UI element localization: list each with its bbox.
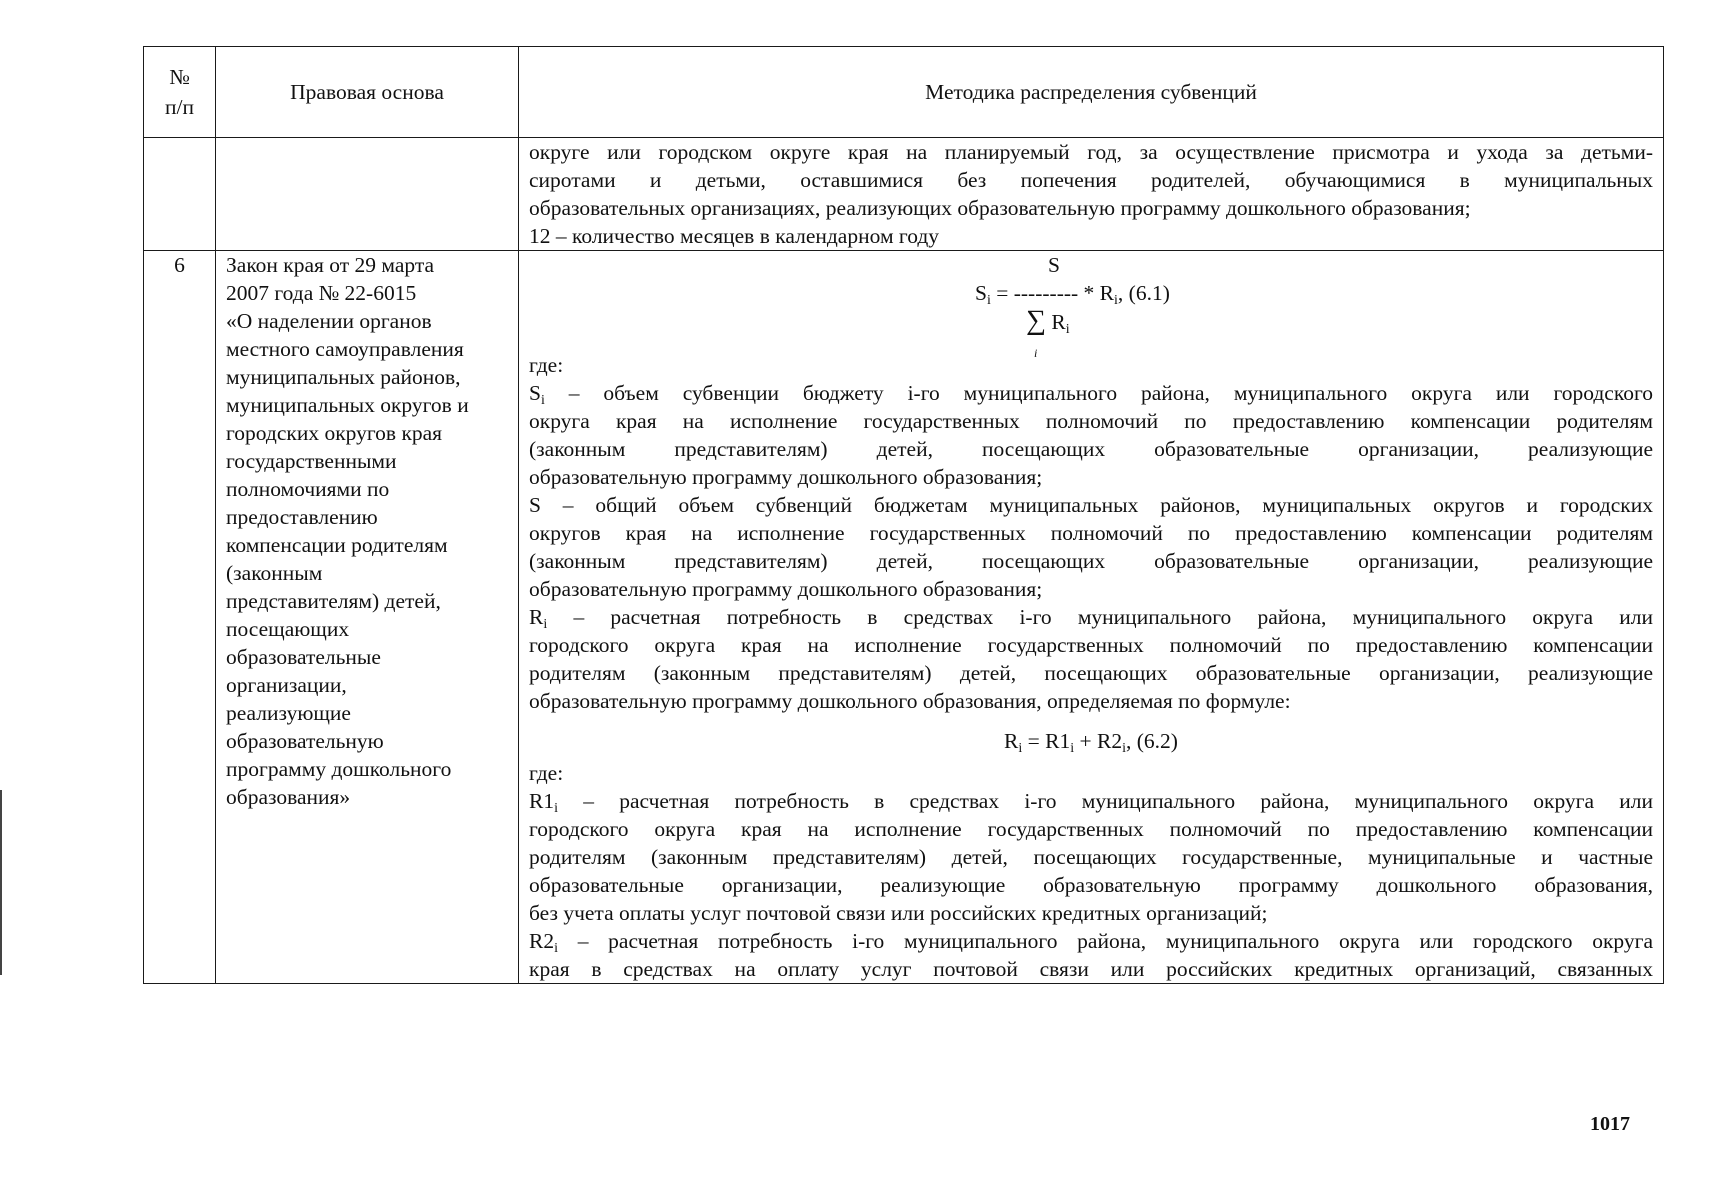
law-line: представителям) детей, [226, 589, 441, 613]
si-line: $S_i$ – объем субвенции бюджету i-го муниципального района, муниципального округа или городского [529, 381, 1653, 408]
cont-line: образовательных организациях, реализующих образовательную программу дошкольного образования; [529, 196, 1471, 220]
ri-line: городского округа края на исполнение государственных полномочий по предоставлению компенсации [529, 633, 1653, 657]
table-row-continuation [144, 138, 1664, 251]
legal-basis-cell [216, 251, 519, 984]
si-line: округа края на исполнение государственных полномочий по предоставлению компенсации родителям [529, 409, 1653, 433]
law-line: (законным [226, 561, 323, 585]
formula-main-line: $S_i$ = --------- * $R_i$, (6.1) [975, 281, 1170, 308]
table-header-row [144, 47, 1664, 138]
cont-law-cell [216, 138, 519, 251]
where-label: где: [529, 353, 564, 377]
header-number-cell [144, 47, 216, 138]
cont-method-cell [519, 138, 1664, 251]
header-legal-basis: Правовая основа [216, 47, 519, 138]
law-line: организации, [226, 673, 347, 697]
law-line: образования» [226, 785, 351, 809]
page-number: 1017 [1590, 1113, 1630, 1135]
r1-line: городского округа края на исполнение государственных полномочий по предоставлению компенсации [529, 817, 1653, 841]
r1-line: родителям (законным представителям) детей, посещающих государственные, муниципальные и частные [529, 845, 1653, 869]
law-line: полномочиями по [226, 477, 390, 501]
r1-line: образовательные организации, реализующие образовательную программу дошкольного образования, [529, 873, 1653, 897]
formula-6-2: $R_i = R1_i + R2_i$, (6.2) [1004, 729, 1178, 756]
s-line: округов края на исполнение государственных полномочий по предоставлению компенсации родителям [529, 521, 1653, 545]
si-line: (законным представителям) детей, посещающих образовательные организации, реализующие [529, 437, 1653, 461]
header-methodology: Методика распределения субвенций [519, 47, 1664, 138]
law-line: компенсации родителям [226, 533, 448, 557]
r2-line: края в средствах на оплату услуг почтовой связи или российских кредитных организаций, связанных [529, 957, 1653, 981]
r2-line: $R2_i$ – расчетная потребность i-го муниципального района, муниципального округа или городского округа [529, 929, 1653, 956]
cont-line: сиротами и детьми, оставшимися без попечения родителей, обучающимися в муниципальных [529, 168, 1653, 192]
law-line: 2007 года № 22-6015 [226, 281, 417, 305]
law-line: предоставлению [226, 505, 378, 529]
law-line: местного самоуправления [226, 337, 464, 361]
formula-6-1 [529, 251, 1653, 360]
subsidy-methodology-table [143, 46, 1664, 984]
cont-line: округе или городском округе края на планируемый год, за осуществление присмотра и ухода за детьми- [529, 140, 1653, 164]
where-label-2: где: [529, 761, 564, 785]
methodology-cell [519, 251, 1664, 984]
table-row-6 [144, 251, 1664, 984]
s-line: S – общий объем субвенций бюджетам муниципальных районов, муниципальных округов и городских [529, 493, 1653, 517]
cont-line: 12 – количество месяцев в календарном году [529, 224, 940, 248]
law-line: Закон края от 29 марта [226, 253, 435, 277]
law-line: муниципальных округов и [226, 393, 469, 417]
law-line: программу дошкольного [226, 757, 452, 781]
s-line: образовательную программу дошкольного образования; [529, 577, 1043, 601]
row-number: 6 [144, 251, 216, 984]
law-line: городских округов края [226, 421, 443, 445]
ri-line: $R_i$ – расчетная потребность в средствах i-го муниципального района, муниципального округа или [529, 605, 1653, 632]
cont-number-cell [144, 138, 216, 251]
r1-line: без учета оплаты услуг почтовой связи или российских кредитных организаций; [529, 901, 1268, 925]
law-line: образовательные [226, 645, 381, 669]
law-line: образовательную [226, 729, 384, 753]
formula-denominator: ∑ $R_i$ i [1026, 307, 1070, 336]
r1-line: $R1_i$ – расчетная потребность в средствах i-го муниципального района, муниципального округа или [529, 789, 1653, 816]
law-line: посещающих [226, 617, 350, 641]
law-line: реализующие [226, 701, 351, 725]
ri-line: родителям (законным представителям) детей, посещающих образовательные организации, реализующие [529, 661, 1653, 685]
scan-edge-mark [0, 790, 2, 975]
ri-line: образовательную программу дошкольного образования, определяемая по формуле: [529, 689, 1291, 713]
formula-numerator: S [1048, 253, 1060, 277]
law-line: «О наделении органов [226, 309, 432, 333]
si-line: образовательную программу дошкольного образования; [529, 465, 1043, 489]
header-number-symbol: № [169, 65, 190, 89]
law-line: муниципальных районов, [226, 365, 461, 389]
header-number-abbrev: п/п [165, 95, 194, 119]
s-line: (законным представителям) детей, посещающих образовательные организации, реализующие [529, 549, 1653, 573]
law-line: государственными [226, 449, 397, 473]
sigma-symbol: ∑ [1026, 305, 1046, 336]
sum-index: i [1034, 346, 1038, 360]
